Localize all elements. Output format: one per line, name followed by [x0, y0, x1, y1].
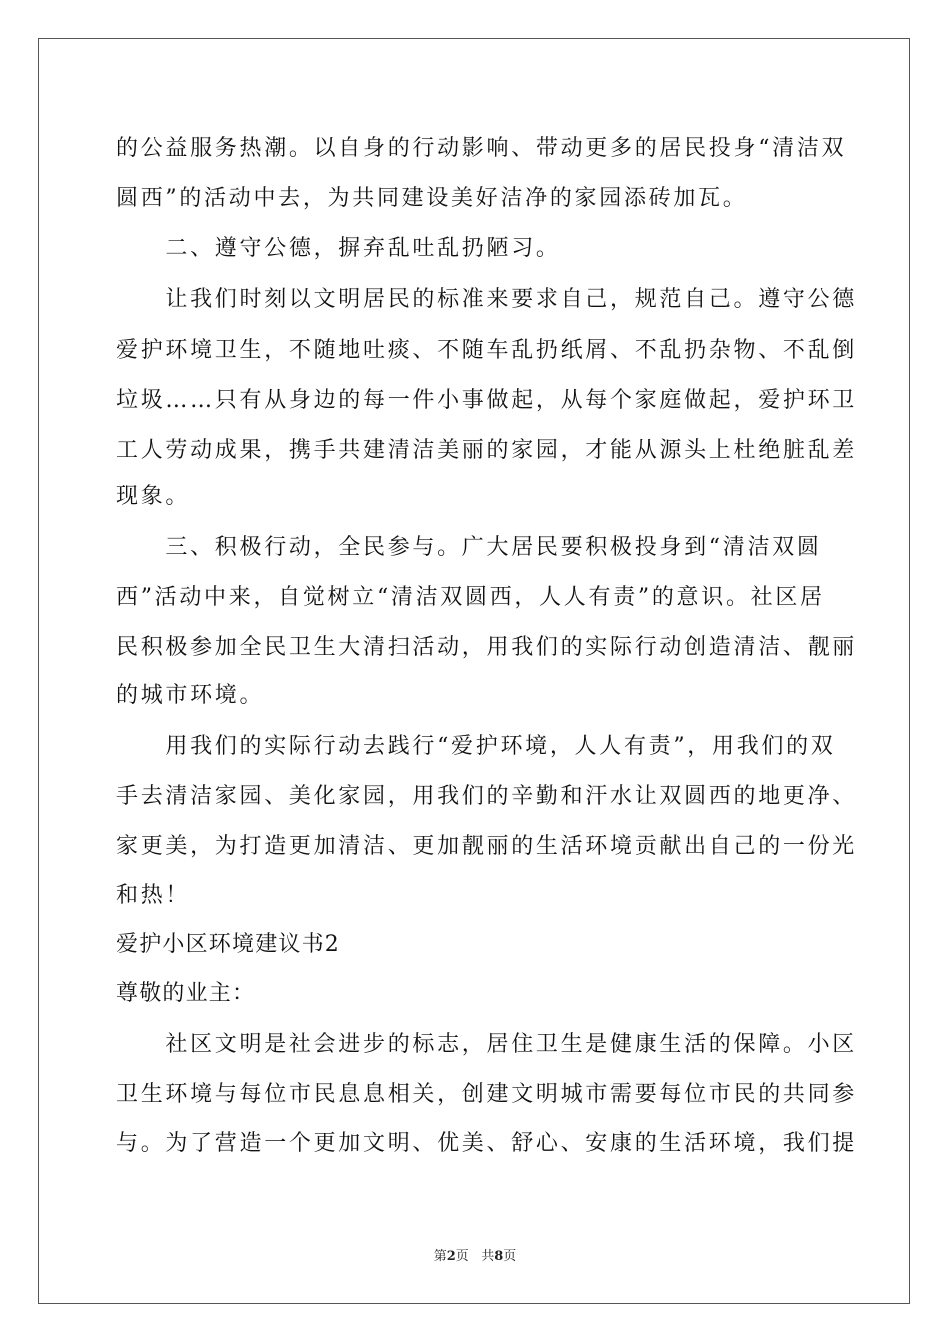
footer-page-number: 2: [446, 1249, 456, 1264]
text-line: 让我们时刻以文明居民的标准来要求自己，规范自己。遵守公德: [116, 287, 858, 312]
text-line: 西”活动中来，自觉树立“清洁双圆西，人人有责”的意识。社区居: [116, 585, 825, 610]
text-line: 的公益服务热潮。以自身的行动影响、带动更多的居民投身“清洁双: [116, 136, 847, 161]
text-line: 和热！: [116, 883, 191, 908]
text-line: 垃圾……只有从身边的每一件小事做起，从每个家庭做起，爱护环卫: [116, 388, 858, 413]
text-line: 的城市环境。: [116, 683, 265, 708]
text-line: 工人劳动成果，携手共建清洁美丽的家园，才能从源头上杜绝脏乱差: [116, 438, 858, 463]
text-line: 社区文明是社会进步的标志，居住卫生是健康生活的保障。小区: [116, 1032, 858, 1057]
text-line: 爱护环境卫生，不随地吐痰、不随车乱扔纸屑、不乱扔杂物、不乱倒: [116, 338, 858, 363]
section-heading-line: 二、遵守公德，摒弃乱吐乱扔陋习。: [116, 236, 561, 261]
section-heading-line: 三、积极行动，全民参与。广大居民要积极投身到“清洁双圆: [116, 535, 822, 560]
text-line: 手去清洁家园、美化家园，用我们的辛勤和汗水让双圆西的地更净、: [116, 784, 858, 809]
footer-total-pages: 8: [494, 1249, 504, 1264]
text-line: 民积极参加全民卫生大清扫活动，用我们的实际行动创造清洁、靓丽: [116, 635, 858, 660]
footer-page-prefix: 第: [433, 1249, 447, 1264]
document-title: 爱护小区环境建议书2: [116, 932, 340, 957]
text-line: 现象。: [116, 484, 191, 509]
text-line: 圆西”的活动中去，为共同建设美好洁净的家园添砖加瓦。: [116, 186, 748, 211]
page-frame: [38, 38, 910, 1304]
salutation: 尊敬的业主：: [116, 981, 256, 1006]
footer-total-prefix: 共: [481, 1249, 495, 1264]
text-line: 卫生环境与每位市民息息相关，创建文明城市需要每位市民的共同参: [116, 1082, 858, 1107]
text-line: 用我们的实际行动去践行“爱护环境，人人有责”，用我们的双: [116, 734, 836, 759]
text-line: 家更美，为打造更加清洁、更加靓丽的生活环境贡献出自己的一份光: [116, 834, 858, 859]
text-line: 与。为了营造一个更加文明、优美、舒心、安康的生活环境，我们提: [116, 1131, 858, 1156]
page-footer: [0, 1248, 950, 1266]
footer-total-suffix: 页: [503, 1249, 517, 1264]
footer-page-suffix: 页: [455, 1249, 469, 1264]
